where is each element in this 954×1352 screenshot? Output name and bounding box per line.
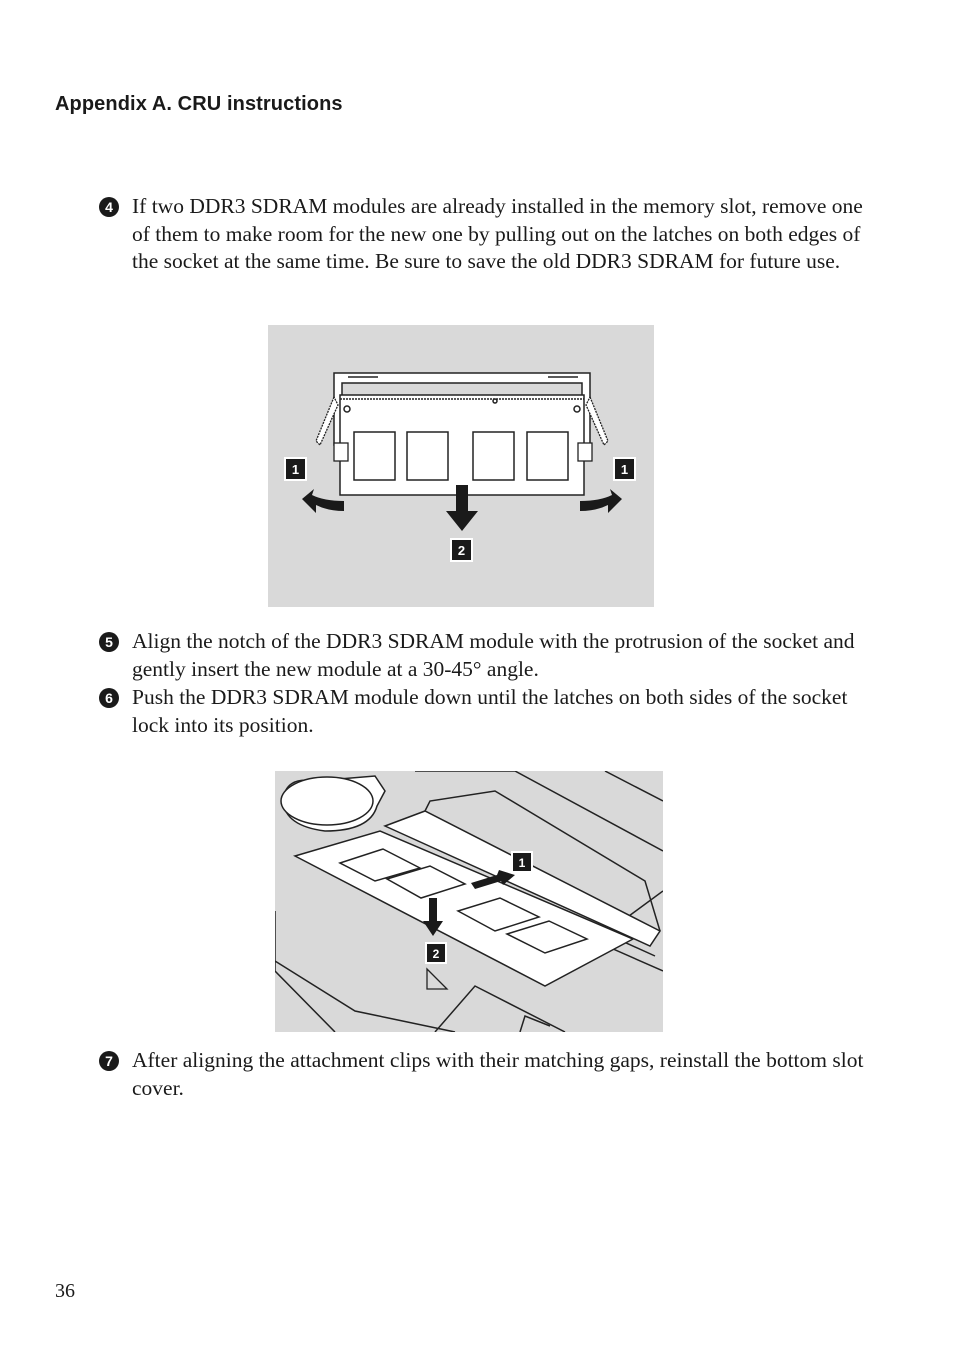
step-6 bbox=[99, 684, 869, 739]
step-number-badge: 7 bbox=[99, 1051, 119, 1071]
callout-2: 2 bbox=[457, 543, 466, 558]
step-4 bbox=[99, 193, 869, 276]
figure-remove-memory bbox=[268, 325, 654, 607]
latch-arrow-right-icon bbox=[580, 489, 622, 513]
figure-install-memory bbox=[275, 771, 663, 1032]
step-number-badge: 4 bbox=[99, 197, 119, 217]
coin-battery bbox=[281, 776, 385, 831]
step-5 bbox=[99, 628, 869, 683]
step-number-badge: 5 bbox=[99, 632, 119, 652]
step-text: If two DDR3 SDRAM modules are already installed in the memory slot, remove one of them to make room for the new one by pulling out on the latches on both edges of the socket at the same time. Be sure to save the old DDR3 SDRAM for future use. bbox=[132, 194, 863, 273]
memory-module bbox=[340, 395, 584, 495]
figure-remove-memory-illustration bbox=[268, 325, 654, 607]
page-number: 36 bbox=[55, 1280, 75, 1302]
callout-1: 1 bbox=[518, 856, 526, 870]
step-7 bbox=[99, 1047, 869, 1102]
step-number-badge: 6 bbox=[99, 688, 119, 708]
step-text: After aligning the attachment clips with their matching gaps, reinstall the bottom slot cover. bbox=[132, 1048, 864, 1100]
figure-install-memory-illustration bbox=[275, 771, 663, 1032]
callout-2: 2 bbox=[432, 947, 440, 961]
page-header: Appendix A. CRU instructions bbox=[55, 93, 343, 115]
callout-1-right: 1 bbox=[620, 462, 629, 477]
latch-arrow-left-icon bbox=[302, 489, 344, 513]
callout-1-left: 1 bbox=[291, 462, 300, 477]
step-text: Align the notch of the DDR3 SDRAM module with the protrusion of the socket and gently insert the new module at a 30-45° angle. bbox=[132, 629, 855, 681]
step-text: Push the DDR3 SDRAM module down until the latches on both sides of the socket lock into its position. bbox=[132, 685, 848, 737]
notch-triangle bbox=[427, 969, 447, 989]
